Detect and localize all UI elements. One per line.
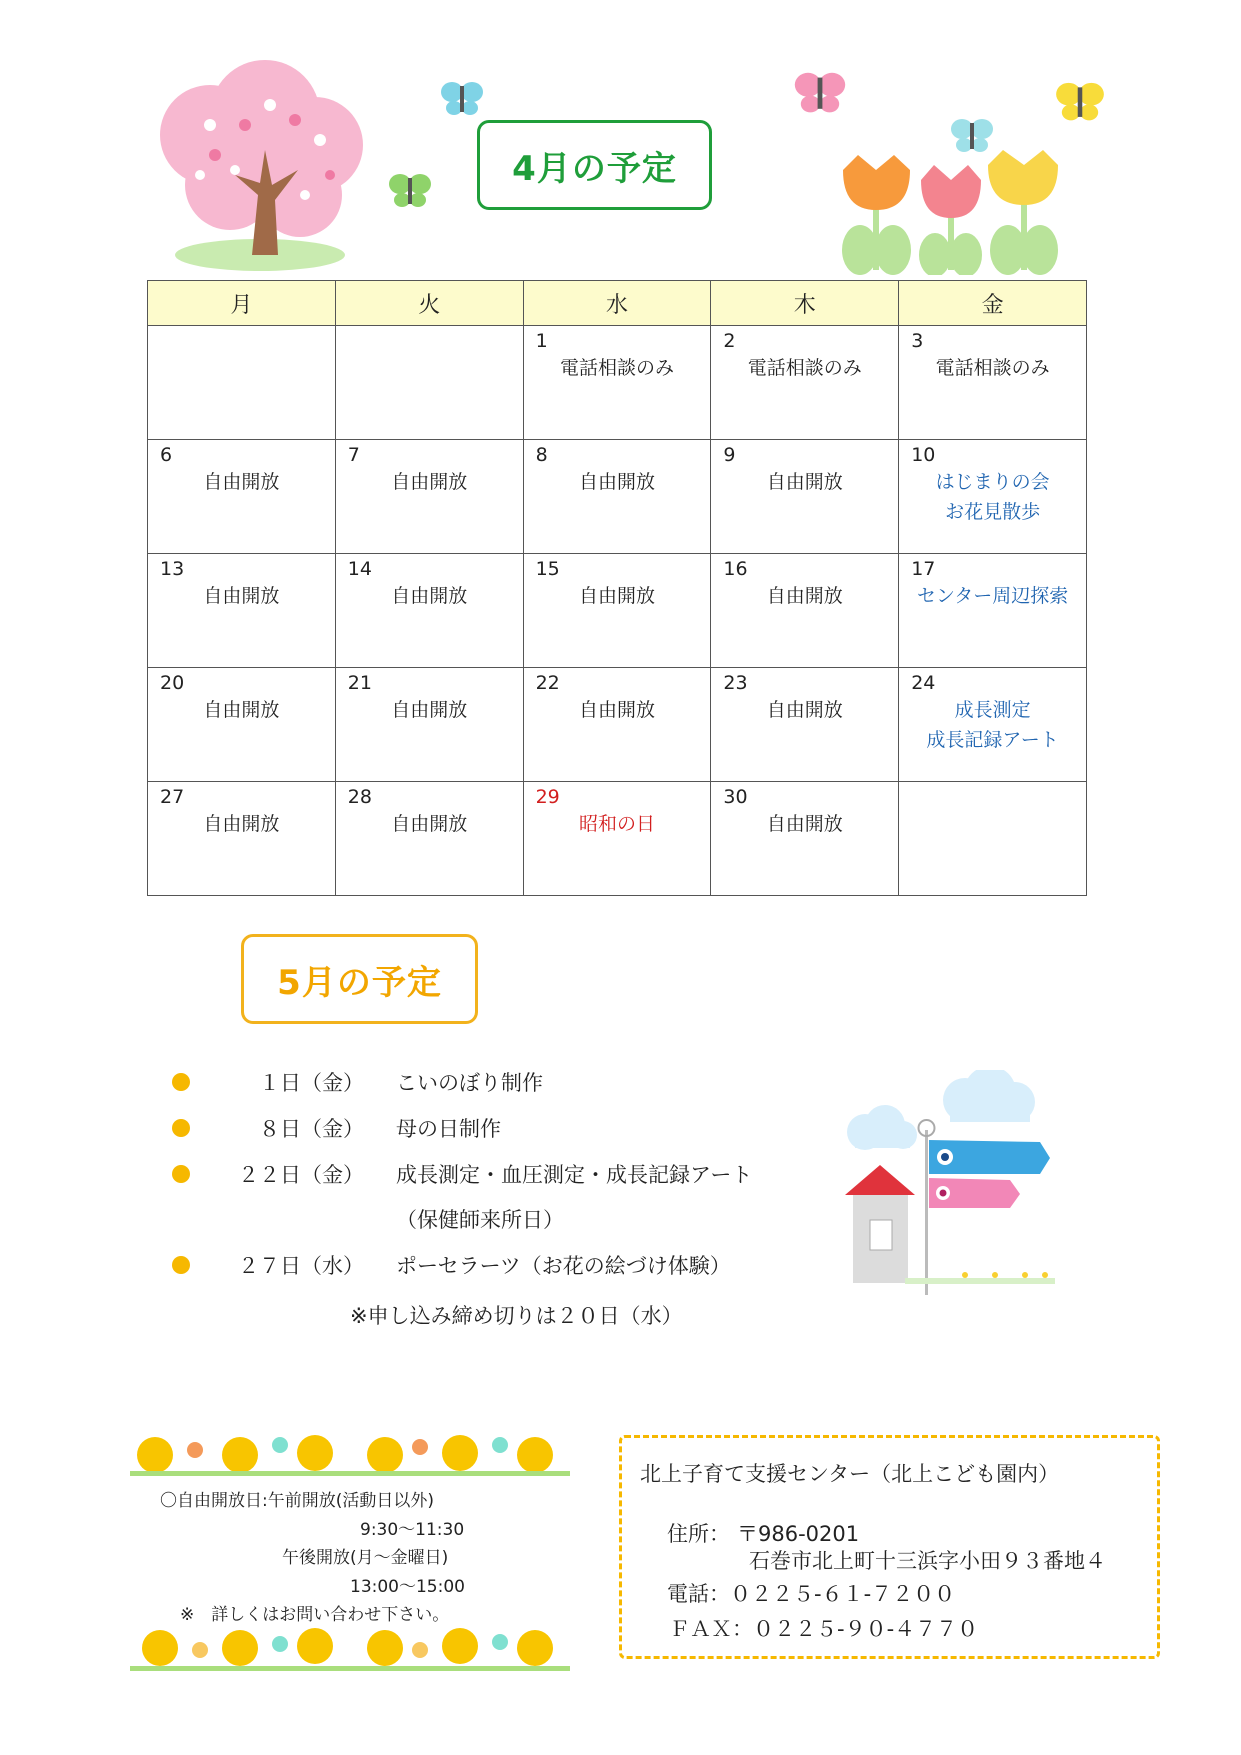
may-list-item [172, 1204, 564, 1234]
calendar-day-cell [711, 782, 899, 896]
calendar-day-cell [148, 440, 336, 554]
day-number: 24 [911, 672, 936, 694]
calendar-week-row [148, 326, 1087, 440]
cherry-tree-illustration [140, 55, 380, 275]
fax-number: ＦＡＸ：０２２５-９０-４７７０ [669, 1617, 979, 1641]
butterfly-icon [440, 78, 484, 118]
butterfly-icon [950, 115, 994, 155]
hours-inquiry-note: ※ 詳しくはお問い合わせ下さい。 [180, 1605, 450, 1625]
calendar-day-cell [523, 668, 711, 782]
bullet-icon [172, 1165, 190, 1183]
hours-afternoon-time: 13:00～15:00 [350, 1577, 465, 1597]
day-number: 28 [347, 786, 372, 808]
may-item-text: 母の日制作 [396, 1117, 501, 1141]
calendar-day-cell [523, 326, 711, 440]
calendar-day-cell [335, 782, 523, 896]
may-item-date: １日（金） [259, 1071, 364, 1095]
calendar-day-cell [523, 554, 711, 668]
may-item-date: ２７日（水） [238, 1254, 364, 1278]
flower-border-bottom [130, 1620, 570, 1675]
day-event: 自由開放 [766, 699, 843, 721]
day-number: 22 [535, 672, 560, 694]
calendar-day-cell [335, 668, 523, 782]
day-event: 自由開放 [203, 699, 280, 721]
day-number: 16 [723, 558, 748, 580]
day-event: 成長記録アート [926, 729, 1059, 751]
day-event: 電話相談のみ [935, 357, 1050, 379]
calendar-day-cell [899, 326, 1087, 440]
calendar-week-row [148, 554, 1087, 668]
address-label: 住所： [667, 1522, 730, 1546]
calendar-week-row [148, 782, 1087, 896]
day-event: 自由開放 [766, 471, 843, 493]
day-number: 14 [347, 558, 372, 580]
may-title: 5月の予定 [241, 934, 478, 1024]
day-number: 30 [723, 786, 748, 808]
day-number: 3 [911, 330, 924, 352]
calendar-day-cell [899, 668, 1087, 782]
day-number: 8 [535, 444, 548, 466]
day-event: 成長測定 [954, 699, 1031, 721]
day-event: 自由開放 [578, 471, 655, 493]
calendar-day-cell [523, 440, 711, 554]
day-number: 1 [535, 330, 548, 352]
hours-afternoon-label: 午後開放(月～金曜日) [282, 1548, 449, 1568]
address: 石巻市北上町十三浜字小田９３番地４ [749, 1549, 1106, 1573]
butterfly-icon [388, 170, 432, 210]
day-number: 15 [535, 558, 560, 580]
day-number: 13 [160, 558, 185, 580]
weekday-header: 水 [523, 281, 711, 326]
day-number: 6 [160, 444, 173, 466]
koinobori-house-illustration [845, 1070, 1055, 1300]
day-number: 21 [347, 672, 372, 694]
may-list-item [172, 1067, 543, 1097]
calendar-day-cell [335, 554, 523, 668]
day-event: 自由開放 [203, 813, 280, 835]
weekday-header-row [148, 281, 1087, 326]
day-number: 10 [911, 444, 936, 466]
calendar-week-row [148, 668, 1087, 782]
weekday-header: 金 [899, 281, 1087, 326]
day-event: はじまりの会 [935, 471, 1050, 493]
center-name: 北上子育て支援センター（北上こども園内） [640, 1462, 1060, 1486]
tulips-illustration [838, 150, 1060, 275]
day-event: 自由開放 [391, 813, 468, 835]
day-event: 電話相談のみ [559, 357, 674, 379]
hours-morning-label: 〇自由開放日:午前開放(活動日以外) [160, 1491, 434, 1511]
day-event: 電話相談のみ [747, 357, 862, 379]
flower-border-top [130, 1425, 570, 1480]
day-number: 29 [535, 786, 560, 808]
day-event: 自由開放 [391, 699, 468, 721]
calendar-day-cell [711, 326, 899, 440]
calendar-day-cell [711, 554, 899, 668]
calendar-day-cell [148, 668, 336, 782]
day-number: 23 [723, 672, 748, 694]
bullet-icon [172, 1256, 190, 1274]
weekday-header: 火 [335, 281, 523, 326]
day-number: 7 [347, 444, 360, 466]
day-event: 自由開放 [391, 471, 468, 493]
calendar-day-cell [523, 782, 711, 896]
day-event: 自由開放 [203, 471, 280, 493]
day-event: お花見散歩 [945, 501, 1041, 523]
day-number: 27 [160, 786, 185, 808]
may-list-item [172, 1250, 731, 1280]
butterfly-icon [1055, 78, 1105, 124]
day-event: 昭和の日 [578, 813, 655, 835]
butterfly-icon [793, 68, 847, 116]
day-number: 2 [723, 330, 736, 352]
day-event: 自由開放 [203, 585, 280, 607]
day-event: 自由開放 [766, 813, 843, 835]
calendar-day-cell [335, 440, 523, 554]
may-item-date: ８日（金） [259, 1117, 364, 1141]
weekday-header: 木 [711, 281, 899, 326]
calendar-day-cell [711, 668, 899, 782]
contact-box [619, 1435, 1160, 1659]
day-number: 20 [160, 672, 185, 694]
day-event: 自由開放 [766, 585, 843, 607]
calendar-day-cell [335, 326, 523, 440]
calendar-day-cell [148, 326, 336, 440]
day-event: 自由開放 [391, 585, 468, 607]
may-list-item [172, 1113, 501, 1143]
bullet-icon [172, 1119, 190, 1137]
hours-morning-time: 9:30～11:30 [360, 1520, 465, 1540]
may-deadline-note: ※申し込み締め切りは２０日（水） [350, 1304, 683, 1328]
may-list-item [172, 1159, 752, 1189]
day-number: 9 [723, 444, 736, 466]
day-event: 自由開放 [578, 699, 655, 721]
april-calendar [147, 280, 1087, 896]
calendar-day-cell [711, 440, 899, 554]
bullet-icon [172, 1073, 190, 1091]
weekday-header: 月 [148, 281, 336, 326]
may-item-date: ２２日（金） [238, 1163, 364, 1187]
may-item-text: 成長測定・血圧測定・成長記録アート [396, 1163, 753, 1187]
day-event: センター周辺探索 [916, 585, 1069, 607]
phone-number: 電話：０２２５-６１-７２００ [667, 1582, 956, 1606]
calendar-day-cell [148, 782, 336, 896]
day-event: 自由開放 [578, 585, 655, 607]
day-number: 17 [911, 558, 936, 580]
calendar-day-cell [899, 554, 1087, 668]
calendar-day-cell [899, 782, 1087, 896]
may-item-text: ポーセラーツ（お花の絵づけ体験） [396, 1254, 731, 1278]
may-item-text: （保健師来所日） [396, 1208, 564, 1232]
april-title: 4月の予定 [477, 120, 712, 210]
calendar-week-row [148, 440, 1087, 554]
may-item-text: こいのぼり制作 [396, 1071, 543, 1095]
postal-code: 〒986-0201 [737, 1522, 860, 1546]
calendar-day-cell [148, 554, 336, 668]
calendar-day-cell [899, 440, 1087, 554]
